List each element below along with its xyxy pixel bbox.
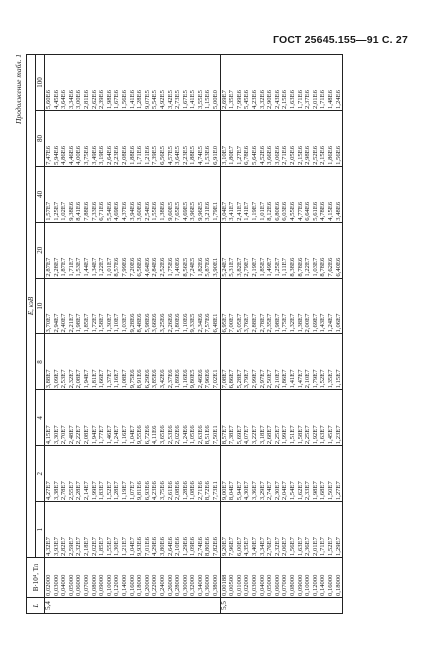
- header-B: B·10⁴, Тл: [27, 558, 45, 598]
- L-value: 5,4: [45, 598, 221, 614]
- header-energy-value: 2: [36, 446, 45, 502]
- flux-column: 5,24E7 5,31E7 3,82E7 2,79E7 2,19E7 1,85E7 1,49E7 1,25E7 1,11E7 8,38E6 8,78E6 1,22E7 1,03E7 8,78E6 7,62E6 6,40E6: [220, 222, 343, 278]
- B-values: 0,02000 0,03000 0,04000 0,05000 0,06000 0,07000 0,08000 0,09000 0,10000 0,12000 0,14000 0,16000 0,18000 0,20000 0,22000 0,24000 0,26000 0,28000 0,30000 0,32000 0,34000 0,36000 0,38000: [45, 558, 221, 598]
- flux-column: 8,57E7 7,38E7 5,69E7 4,07E7 3,22E7 3,18E7 2,68E7 2,25E7 1,99E7 1,51E7 1,58E7 2,25E7 1,92E7 1,63E7 1,45E7 1,23E7: [220, 390, 343, 446]
- header-energy-value: 10: [36, 278, 45, 334]
- table-row-group-1: [45, 55, 221, 614]
- B-values: 0,00188 0,00500 0,01000 0,02000 0,03000 0,04000 0,05000 0,06000 0,07000 0,08000 0,09000 0,10000 0,12000 0,14000 0,16000 0,18000: [220, 558, 343, 598]
- flux-column: 6,95E7 7,00E7 5,05E7 3,76E7 2,88E7 2,78E7 2,35E7 1,98E7 1,75E7 1,32E7 1,38E7 2,00E7 1,69E7 1,43E7 1,24E7 1,06E7: [220, 278, 343, 334]
- header-energy-value: 20: [36, 222, 45, 278]
- flux-column: 9,20E7 7,96E7 6,00E7 4,35E7 3,40E7 3,34E7 2,76E7 2,32E7 2,06E7 1,56E7 1,63E7 2,36E7 2,01E7 1,71E7 1,52E7 1,29E7: [220, 502, 343, 558]
- page-header: ГОСТ 25645.155—91 С. 27: [272, 34, 408, 46]
- flux-column: 3,10E7 1,80E7 1,27E7 6,78E6 5,64E6 4,52E6 3,66E6 3,06E6 2,71E6 2,05E6 2,15E6 2,98E6 2,52E6 2,15E6 1,86E6 1,56E6: [220, 111, 343, 167]
- flux-column: 1,57E7 1,25E7 1,02E7 9,38E6 8,41E6 7,88E6 7,33E6 6,71E6 5,54E6 4,69E6 4,37E6 3,94E6 3,60E6 2,54E6 1,55E6 1,38E6 9,60E5 7,65E5 4,69E5 3,96E5 9,96E5 3,21E6 1,79E1: [45, 166, 221, 222]
- L-value: 5,5: [220, 598, 343, 614]
- flux-column: 4,32E7 3,93E7 2,82E7 2,59E7 2,32E7 2,18E7 2,02E7 1,85E7 1,55E7 1,30E7 1,21E7 1,04E7 9,93E6 7,01E6 4,29E6 3,80E6 2,64E6 2,10E6 1,29E6 1,09E6 2,74E6 8,80E6 7,82E6: [45, 502, 221, 558]
- rotated-table-frame: [14, 54, 408, 614]
- header-energy-value: 100: [36, 55, 45, 111]
- flux-column: 4,15E7 3,30E7 2,70E7 2,48E7 2,22E7 2,08E7 1,94E7 1,77E7 1,46E7 1,24E7 1,16E7 1,04E7 9,55E6 6,72E6 4,11E6 3,65E6 2,53E6 2,02E6 1,24E6 1,05E6 2,63E6 8,51E6 7,50E1: [45, 390, 221, 446]
- header-energy-value: 8: [36, 334, 45, 390]
- flux-column: 2,69E7 1,35E7 7,99E6 5,45E6 4,23E6 3,32E6 2,90E6 2,43E6 2,15E6 1,63E6 1,71E6 2,37E6 2,01E6 1,71E6 1,48E6 1,24E6: [220, 55, 343, 111]
- header-energy-value: 40: [36, 166, 45, 222]
- flux-column: 9,00E7 8,04E7 5,94E7 4,30E7 3,36E7 3,29E7 2,74E7 2,30E7 2,04E7 1,54E7 1,62E7 2,33E7 1,98E7 1,68E7 1,50E7 1,27E7: [220, 446, 343, 502]
- header-L: L: [27, 598, 45, 614]
- header-energy: E, кэВ: [27, 55, 36, 558]
- continuation-label: Продолжение табл. 1: [14, 54, 23, 124]
- flux-column: 3,88E7 3,09E7 2,53E7 2,32E7 2,08E7 1,94E7 1,81E7 1,66E7 1,37E7 1,16E7 1,08E7 9,75E6 8,91E6 6,29E6 3,85E6 3,42E6 2,37E6 1,89E6 1,16E6 9,80E5 2,46E6 7,96E6 7,02E1: [45, 334, 221, 390]
- header-energy-value: 1: [36, 502, 45, 558]
- data-table: [26, 54, 343, 614]
- header-energy-value: 80: [36, 111, 45, 167]
- header-energy-value: 4: [36, 390, 45, 446]
- flux-column: 4,27E7 3,38E7 2,78E7 2,55E7 2,28E7 2,14E7 1,99E7 1,83E7 1,52E7 1,28E7 1,19E7 1,07E7 9,81E6 6,93E6 4,23E6 3,75E6 2,61E6 2,08E6 1,28E6 1,08E6 2,71E6 8,72E6 7,73E1: [45, 446, 221, 502]
- flux-column: 2,87E7 2,28E7 1,87E7 1,71E7 1,53E7 1,44E7 1,34E7 1,22E7 1,01E7 8,57E6 7,99E6 7,20E6 6,58E6 4,64E6 2,84E6 2,52E6 1,75E6 1,40E6 8,56E5 7,24E5 1,82E6 5,87E6 3,90E1: [45, 222, 221, 278]
- flux-column: 7,08E7 6,86E7 5,28E7 3,79E7 2,99E7 2,97E7 2,50E7 2,10E7 1,86E7 1,41E7 1,47E7 2,10E7 1,79E7 1,52E7 1,35E7 1,15E7: [220, 334, 343, 390]
- table-row-group-2: [220, 55, 343, 614]
- flux-column: 7,47E6 5,94E6 4,86E6 4,46E6 4,00E6 3,75E6 3,49E6 3,19E6 2,64E6 2,23E6 2,08E6 1,88E6 1,71E6 1,21E6 7,39E5 6,56E5 4,57E5 3,64E5 2,23E5 1,88E5 4,74E5 1,53E6 6,91E0: [45, 111, 221, 167]
- flux-column: 3,04E7 3,41E7 2,41E7 1,41E7 1,19E7 1,01E7 8,12E6 6,80E6 6,03E6 4,55E6 4,77E6 6,64E6 5,61E6 4,78E6 4,15E6 3,48E6: [220, 166, 343, 222]
- flux-column: 5,60E6 4,45E6 3,64E6 3,34E6 3,00E6 2,81E6 2,62E6 2,39E6 1,98E6 1,67E6 1,56E6 1,41E6 1,28E6 9,07E5 5,54E5 4,92E5 3,42E5 2,73E5 1,67E5 1,41E5 3,55E5 1,15E6 5,00E0: [45, 55, 221, 111]
- flux-column: 3,70E7 2,94E7 2,40E7 2,21E7 1,98E7 1,85E7 1,72E7 1,58E7 1,30E7 1,10E7 1,03E7 9,28E6 8,48E6 5,98E6 3,66E6 3,25E6 2,26E6 1,80E6 1,10E6 9,33E5 2,34E6 7,57E6 6,48E1: [45, 278, 221, 334]
